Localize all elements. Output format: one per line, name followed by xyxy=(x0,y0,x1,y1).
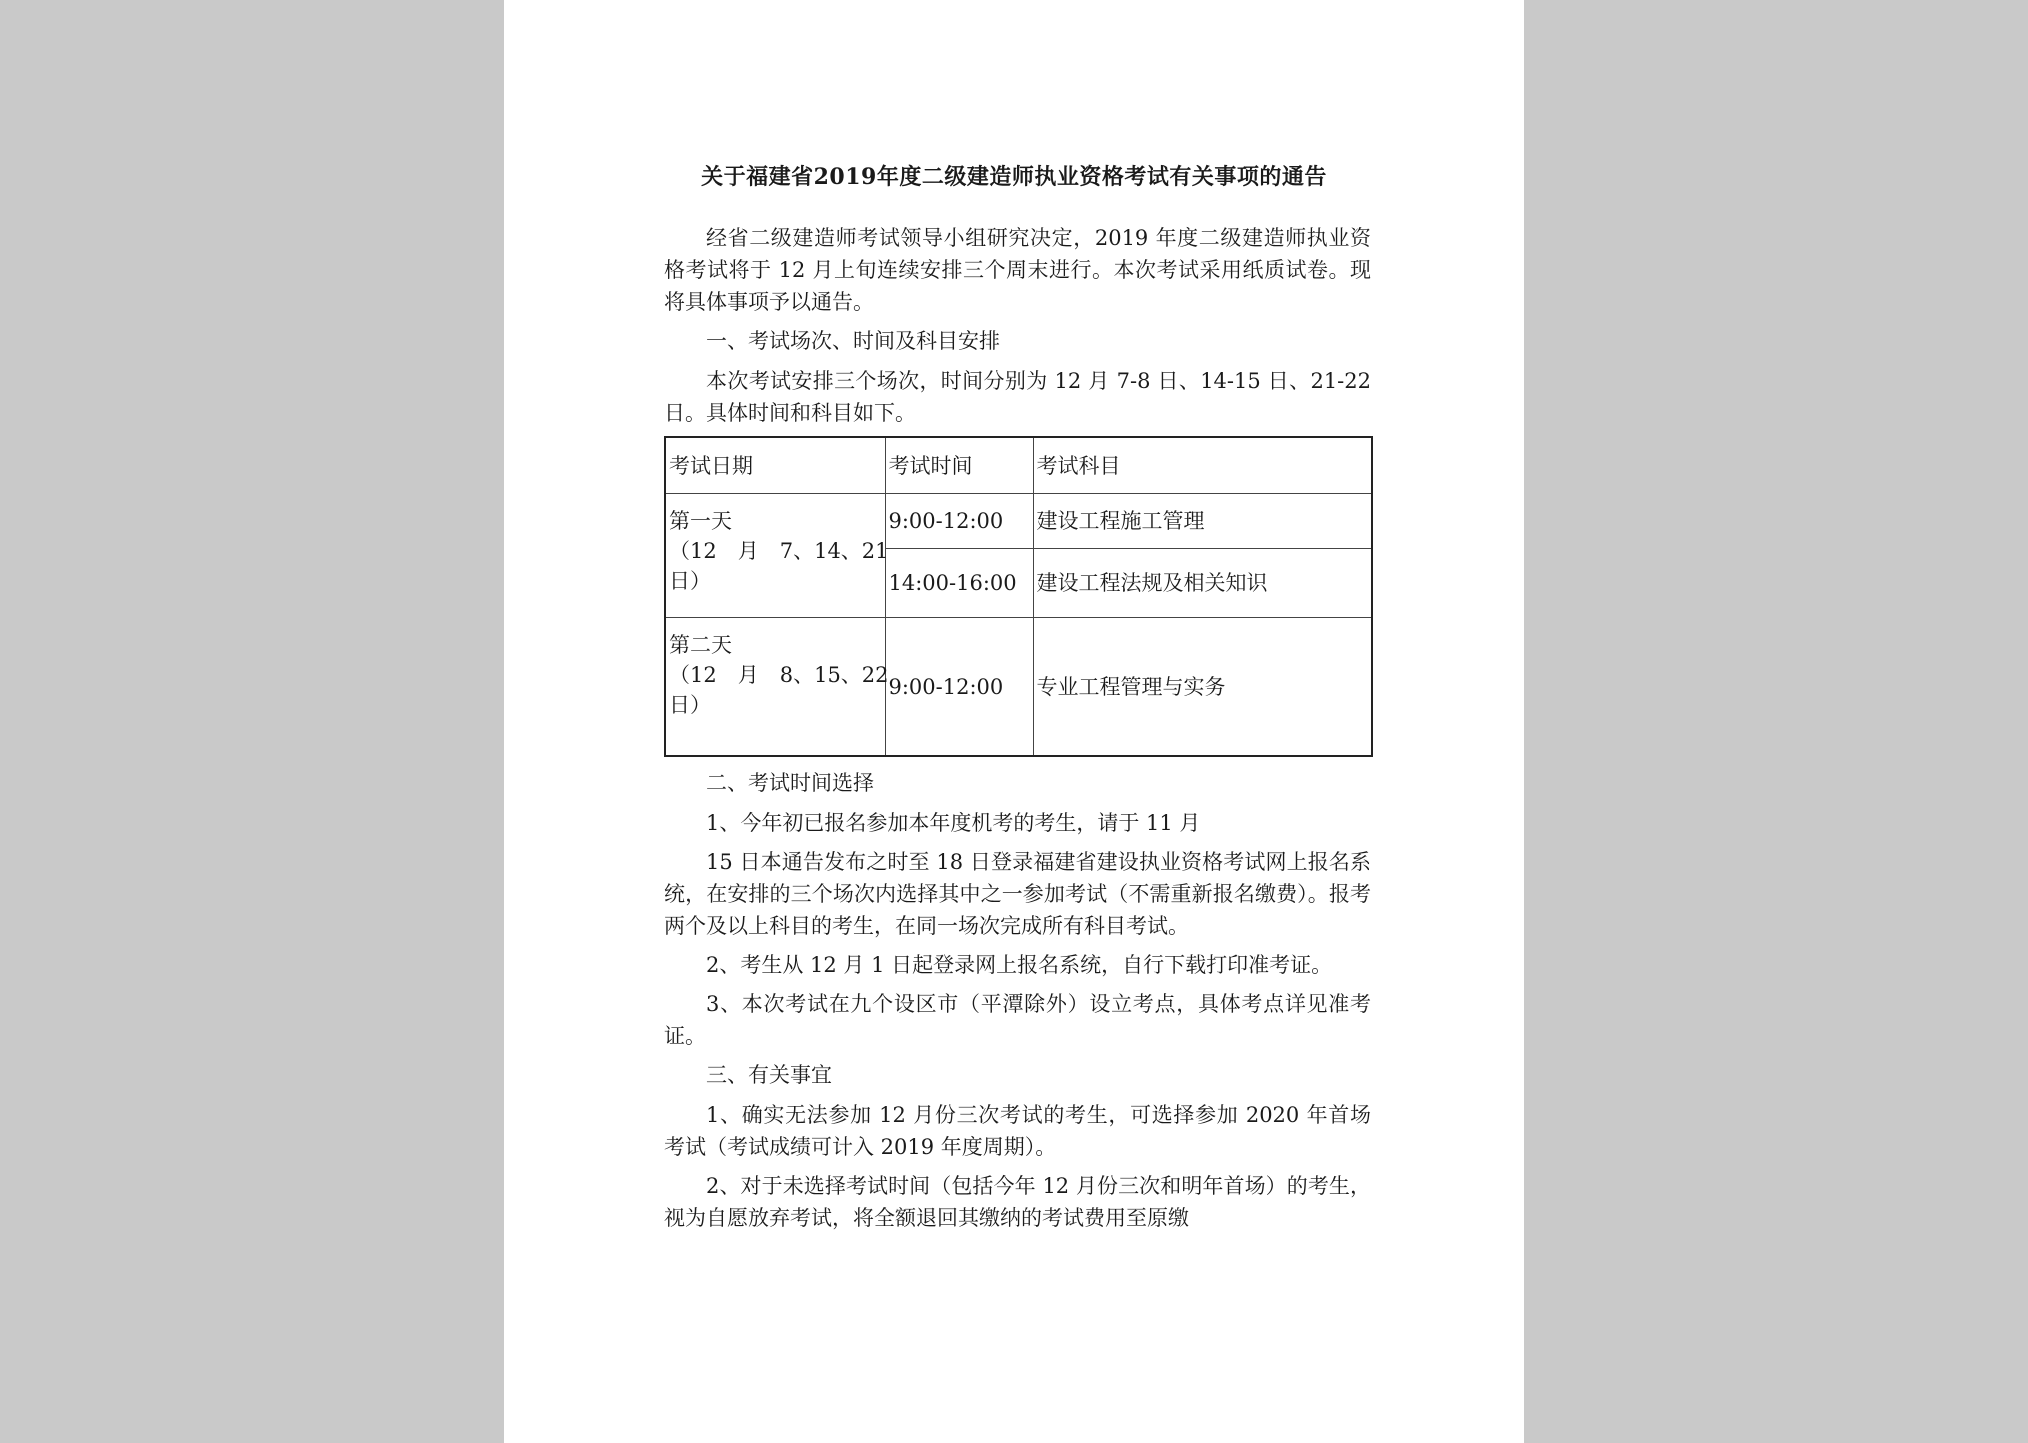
table-row xyxy=(665,494,1372,549)
section2-item2: 2、考生从 12 月 1 日起登录网上报名系统，自行下载打印准考证。 xyxy=(706,953,1333,977)
document-title: 关于福建省2019年度二级建造师执业资格考试有关事项的通告 xyxy=(701,164,1327,190)
section3-heading: 三、有关事宜 xyxy=(706,1063,832,1087)
day1-time1: 9:00-12:00 xyxy=(885,494,1033,549)
day1-time2: 14:00-16:00 xyxy=(885,549,1033,618)
day1-date-cell xyxy=(665,494,889,618)
day2-dates: （12 月 8、15、22 xyxy=(669,663,889,687)
header-exam-time: 考试时间 xyxy=(885,437,1033,494)
intro-paragraph: 经省二级建造师考试领导小组研究决定，2019 年度二级建造师执业资格考试将于 12 月上旬连续安排三个周末进行。本次考试采用纸质试卷。现将具体事项予以通告。 xyxy=(664,226,1371,314)
day2-dates-end: 日） xyxy=(669,693,711,717)
section2-item1-line1: 1、今年初已报名参加本年度机考的考生，请于 11 月 xyxy=(706,811,1201,835)
day1-dates: （12 月 7、14、21 xyxy=(669,539,889,563)
day1-subject2: 建设工程法规及相关知识 xyxy=(1033,549,1372,618)
day2-subject1: 专业工程管理与实务 xyxy=(1033,618,1372,757)
document-page xyxy=(504,0,1524,1443)
section2-heading: 二、考试时间选择 xyxy=(706,771,874,795)
header-exam-date: 考试日期 xyxy=(665,437,885,494)
day1-label: 第一天 xyxy=(669,509,732,533)
day2-label: 第二天 xyxy=(669,633,732,657)
day1-subject1: 建设工程施工管理 xyxy=(1033,494,1372,549)
document-body xyxy=(664,222,1371,1241)
exam-schedule-table xyxy=(664,436,1373,757)
section3-item2: 2、对于未选择考试时间（包括今年 12 月份三次和明年首场）的考生，视为自愿放弃考试，将全额退回其缴纳的考试费用至原缴 xyxy=(664,1174,1371,1230)
day1-dates-end: 日） xyxy=(669,569,711,593)
table-header-row xyxy=(665,437,1372,494)
section1-heading: 一、考试场次、时间及科目安排 xyxy=(706,329,1000,353)
section1-paragraph: 本次考试安排三个场次，时间分别为 12 月 7-8 日、14-15 日、21-22 日。具体时间和科目如下。 xyxy=(664,369,1371,425)
day2-date-cell xyxy=(665,618,889,757)
section2-item3: 3、本次考试在九个设区市（平潭除外）设立考点，具体考点详见准考证。 xyxy=(664,992,1371,1048)
header-exam-subject: 考试科目 xyxy=(1033,437,1372,494)
table-row xyxy=(665,618,1372,757)
section2-item1-body: 15 日本通告发布之时至 18 日登录福建省建设执业资格考试网上报名系统，在安排的三个场次内选择其中之一参加考试（不需重新报名缴费）。报考两个及以上科目的考生，在同一场次完成所有科目考试。 xyxy=(664,850,1371,938)
section3-item1: 1、确实无法参加 12 月份三次考试的考生，可选择参加 2020 年首场考试（考试成绩可计入 2019 年度周期）。 xyxy=(664,1103,1371,1159)
day2-time1: 9:00-12:00 xyxy=(885,618,1033,757)
